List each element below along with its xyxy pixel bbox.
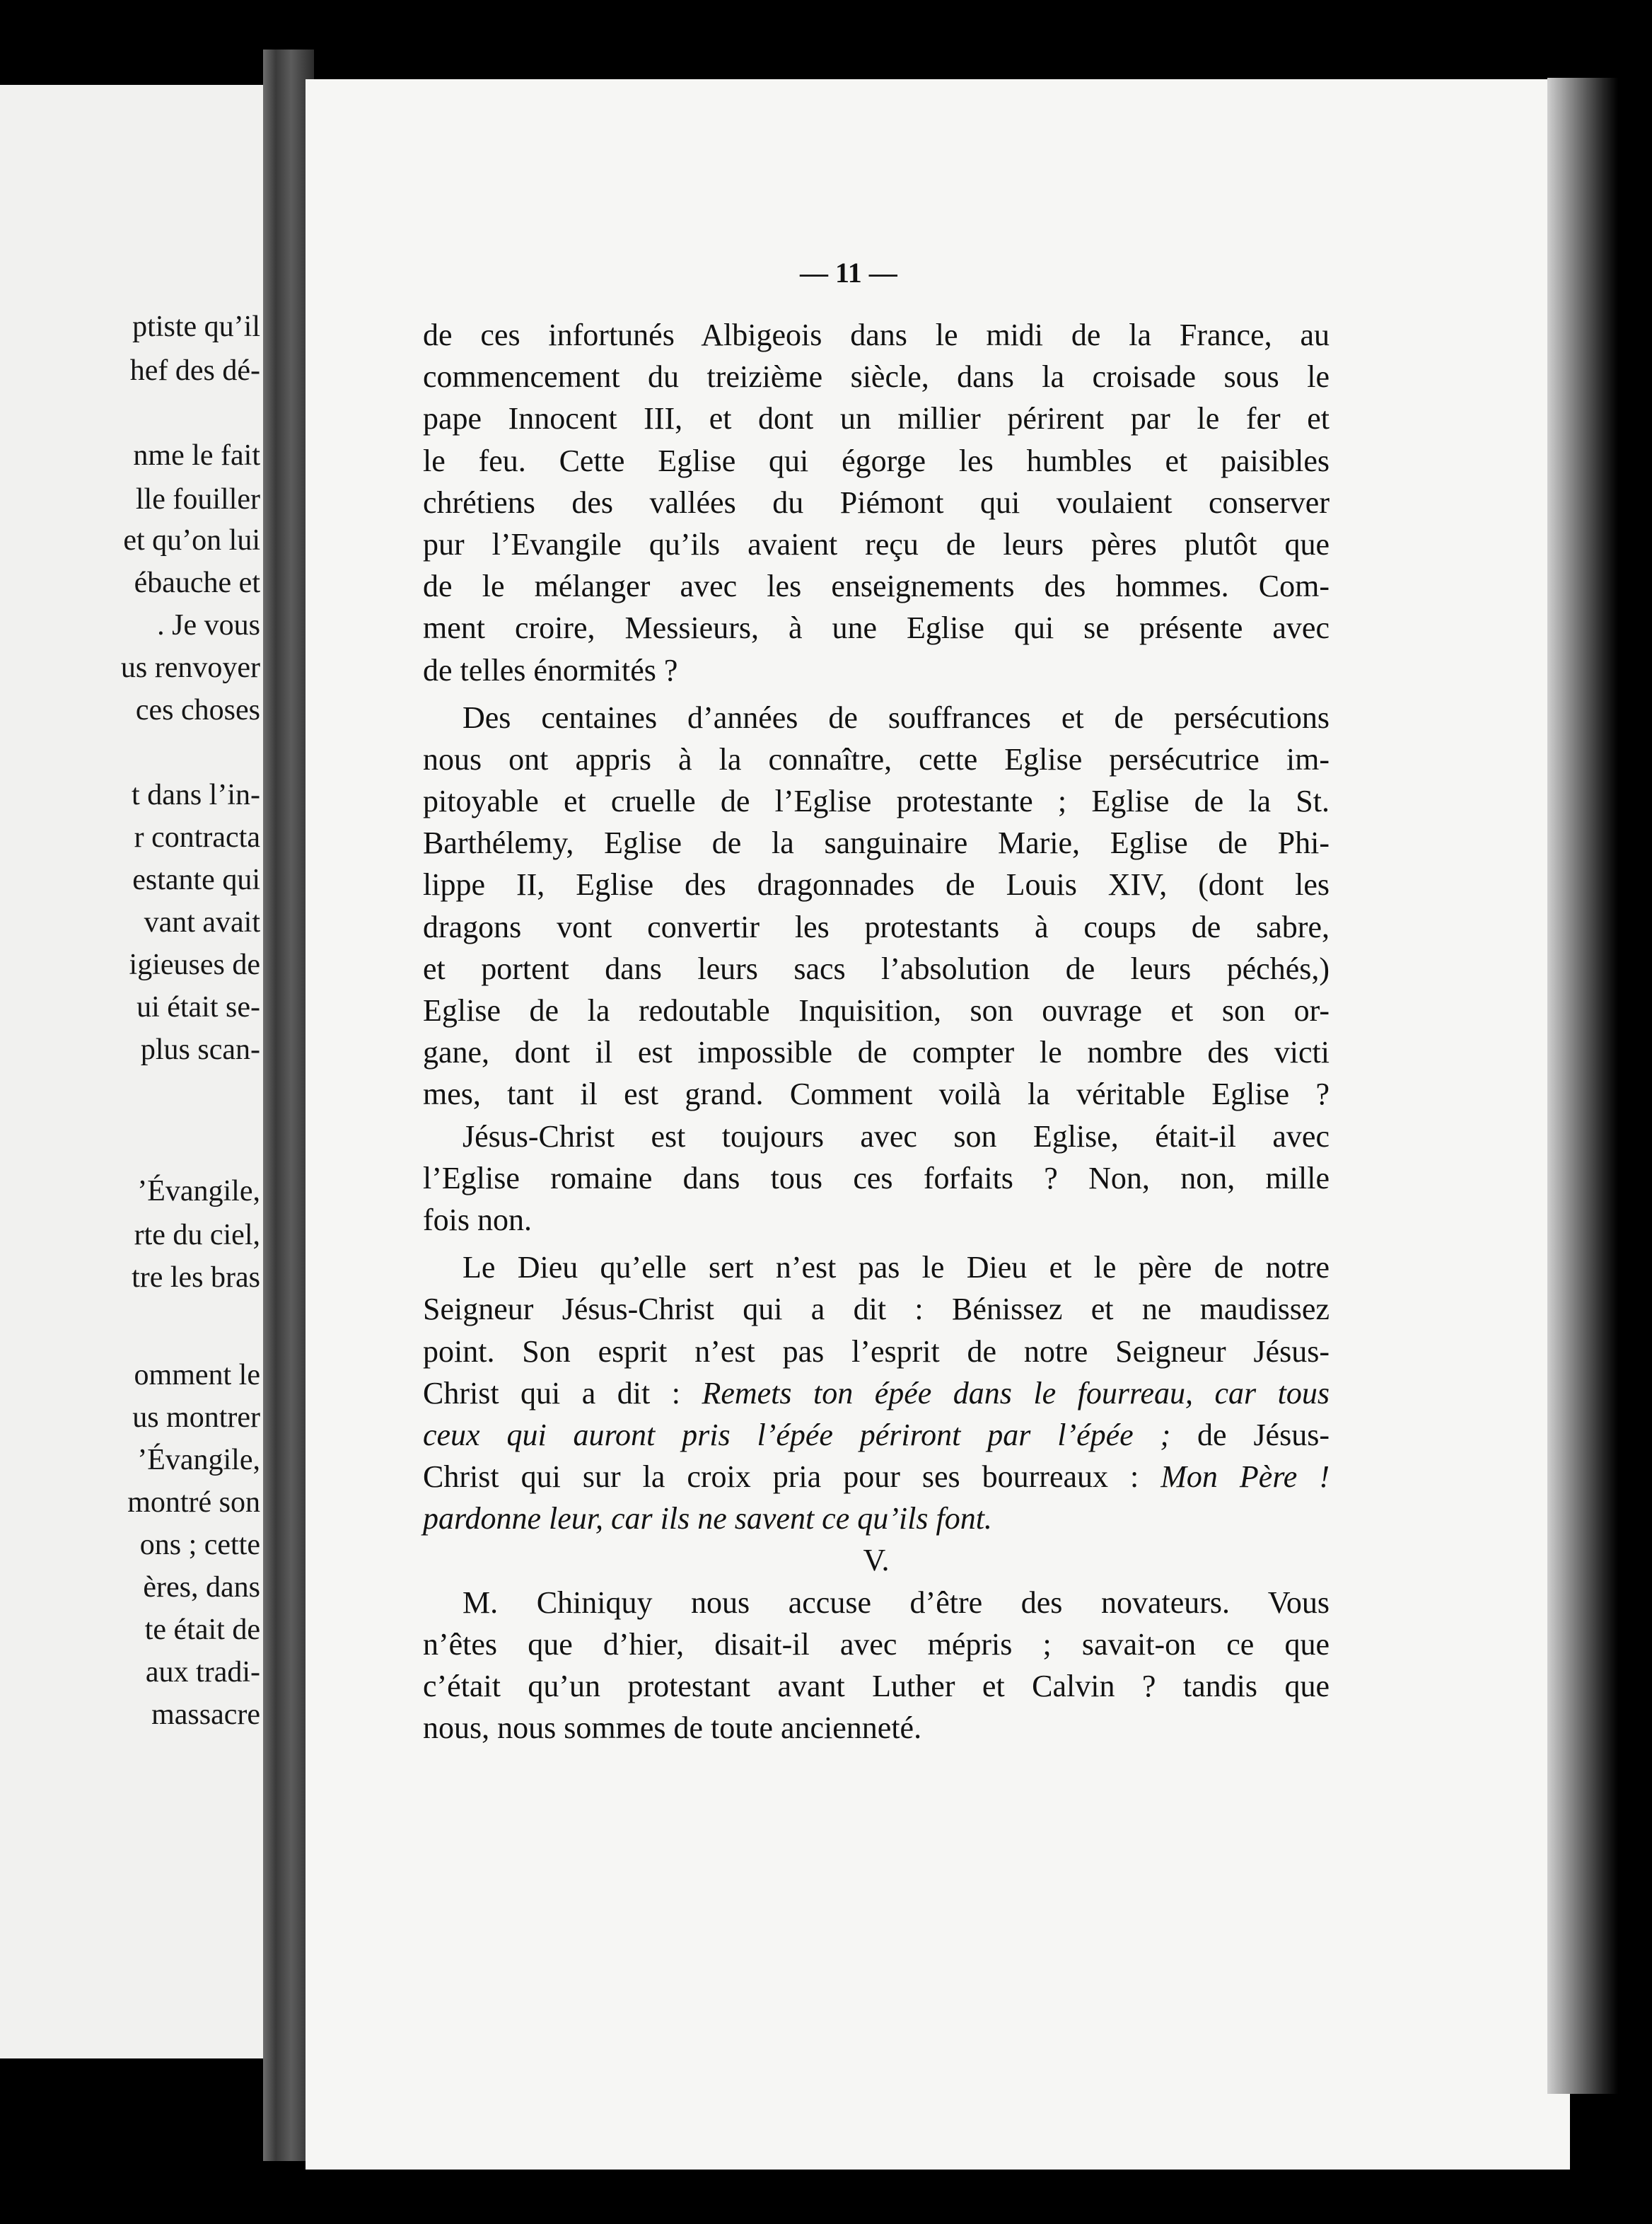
text-line: de telles énormités ? — [423, 652, 678, 688]
left-page-line: omment le — [134, 1359, 260, 1391]
text-line-mixed: pardonne leur, car ils ne savent ce qu’ils font. — [423, 1501, 992, 1536]
left-page-fragment — [0, 85, 263, 2058]
left-page-line: ’Évangile, — [137, 1175, 260, 1207]
text-line-mixed: Christ qui sur la croix pria pour ses bourreaux : Mon Père ! — [423, 1459, 1330, 1495]
text-line: et portent dans leurs sacs l’absolution de leurs péchés,) — [423, 951, 1330, 986]
text-line: l’Eglise romaine dans tous ces forfaits ? Non, non, mille — [423, 1160, 1330, 1195]
paragraph-2 — [423, 697, 1330, 1116]
text-line: nous, nous sommes de toute ancienneté. — [423, 1710, 922, 1746]
left-page-line: us montrer — [132, 1401, 260, 1434]
text-line: Des centaines d’années de souffrances et de persécutions — [463, 700, 1330, 735]
left-page-line: te était de — [144, 1614, 260, 1646]
left-page-line: ptiste qu’il — [132, 311, 260, 343]
paragraph-5 — [423, 1582, 1330, 1749]
left-page-line: et qu’on lui — [123, 524, 260, 557]
left-page-line: ères, dans — [143, 1571, 260, 1604]
text-line: commencement du treizième siècle, dans la croisade sous le — [423, 359, 1330, 395]
left-page-line: aux tradi- — [145, 1656, 260, 1689]
text-line: Barthélemy, Eglise de la sanguinaire Marie, Eglise de Phi- — [423, 826, 1330, 861]
text-line: Seigneur Jésus-Christ qui a dit : Bénissez et ne maudissez — [423, 1292, 1330, 1327]
left-page-line: r contracta — [134, 821, 260, 854]
left-page-line: montré son — [127, 1486, 260, 1519]
page-edge-shadow — [1547, 78, 1618, 2094]
left-page-line: rte du ciel, — [134, 1219, 260, 1251]
text-line: dragons vont convertir les protestants à coups de sabre, — [423, 909, 1330, 944]
text-line: n’êtes que d’hier, disait-il avec mépris ; savait-on ce que — [423, 1626, 1330, 1662]
text-line: Jésus-Christ est toujours avec son Eglise, était-il avec — [463, 1118, 1330, 1154]
paragraph-3 — [423, 1116, 1330, 1241]
text-line: de ces infortunés Albigeois dans le midi de la France, au — [423, 318, 1330, 352]
text-line: fois non. — [423, 1202, 532, 1237]
text-line: le feu. Cette Eglise qui égorge les humbles et paisibles — [423, 443, 1330, 478]
left-page-line: hef des dé- — [129, 354, 260, 387]
left-page-line: igieuses de — [129, 949, 260, 981]
text-line: lippe II, Eglise des dragonnades de Louis XIV, (dont les — [423, 867, 1330, 903]
left-page-line: ces choses — [135, 694, 260, 726]
text-line: Eglise de la redoutable Inquisition, son ouvrage et son or- — [423, 993, 1330, 1028]
left-page-line: ’Évangile, — [137, 1444, 260, 1476]
text-line: ment croire, Messieurs, à une Eglise qui se présente avec — [423, 610, 1330, 646]
left-page-line: plus scan- — [140, 1033, 260, 1066]
left-page-line: estante qui — [132, 864, 260, 896]
text-line: Le Dieu qu’elle sert n’est pas le Dieu et le père de notre — [463, 1250, 1330, 1285]
text-line: pitoyable et cruelle de l’Eglise protestante ; Eglise de la St. — [423, 784, 1330, 819]
text-line: pape Innocent III, et dont un millier périrent par le fer et — [423, 401, 1330, 436]
left-page-line: us renvoyer — [120, 651, 260, 684]
left-page-line: nme le fait — [133, 439, 260, 472]
left-page-line: ui était se- — [136, 991, 260, 1024]
text-line: de le mélanger avec les enseignements des hommes. Com- — [423, 569, 1330, 604]
left-page-line: t dans l’in- — [132, 779, 260, 811]
left-page-line: vant avait — [144, 906, 260, 939]
left-page-line: tre les bras — [132, 1261, 260, 1294]
page-number: — 11 — — [800, 257, 897, 289]
paragraph-4 — [423, 1246, 1330, 1539]
text-line: nous ont appris à la connaître, cette Eglise persécutrice im- — [423, 741, 1330, 777]
text-line: gane, dont il est impossible de compter le nombre des victi — [423, 1035, 1330, 1070]
left-page-line: massacre — [151, 1698, 260, 1731]
text-line-mixed: ceux qui auront pris l’épée périront par l’épée ; de Jésus- — [423, 1417, 1330, 1452]
left-page-text — [0, 85, 263, 2058]
text-line: c’était qu’un protestant avant Luther et Calvin ? tandis que — [423, 1669, 1330, 1703]
left-page-line: lle fouiller — [135, 483, 260, 516]
main-text — [423, 314, 1330, 1749]
left-page-line: ons ; cette — [139, 1529, 260, 1561]
text-line-mixed: Christ qui a dit : Remets ton épée dans le fourreau, car tous — [423, 1375, 1330, 1411]
left-page-line: . Je vous — [157, 609, 260, 642]
text-line: mes, tant il est grand. Comment voilà la véritable Eglise ? — [423, 1077, 1330, 1112]
text-line: chrétiens des vallées du Piémont qui voulaient conserver — [423, 485, 1330, 520]
left-page-line: ébauche et — [134, 567, 260, 599]
paragraph-1 — [423, 314, 1330, 691]
text-line: M. Chiniquy nous accuse d’être des novateurs. Vous — [463, 1585, 1330, 1620]
text-line: point. Son esprit n’est pas l’esprit de notre Seigneur Jésus- — [423, 1333, 1330, 1369]
section-heading: V. — [863, 1543, 890, 1578]
text-line: pur l’Evangile qu’ils avaient reçu de leurs pères plutôt que — [423, 526, 1330, 562]
